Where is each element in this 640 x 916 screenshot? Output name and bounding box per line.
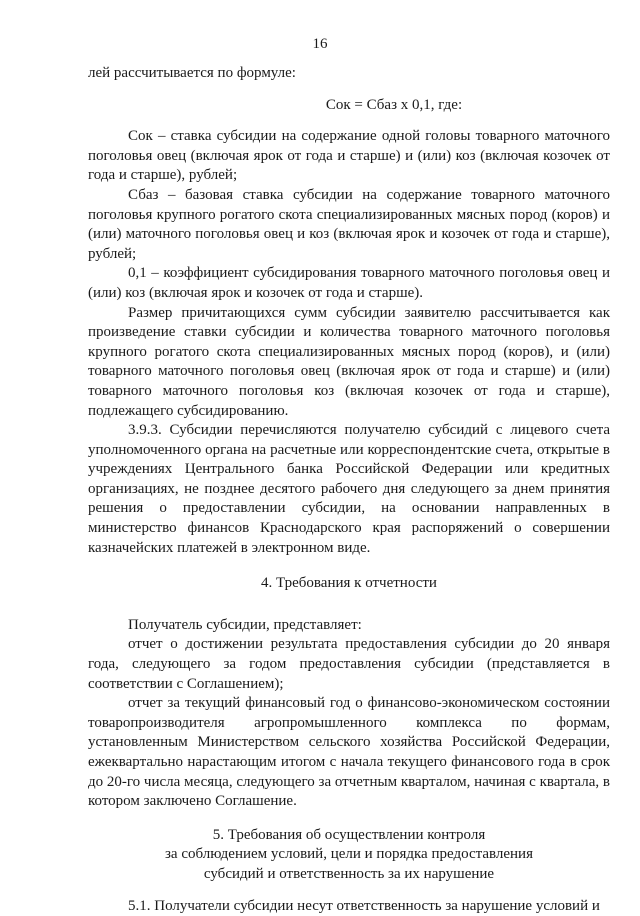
paragraph-recipient-submits: Получатель субсидии, представляет: (128, 616, 362, 633)
document-body (88, 64, 610, 916)
section-heading-4: 4. Требования к отчетности (261, 575, 437, 592)
section-heading-5 (88, 826, 610, 885)
paragraph-subsidy-amount: Размер причитающихся сумм субсидии заявителю рассчитывается как произведение ставки субсидии и количества товарного маточного поголовья крупного рогатого скота специализированных мясных пород (коров), и (или) товарного маточного поголовья овец (включая ярок от года и старше) и (или) товарного маточного поголовья коз (включая козочек от года и старше), подлежащего субсидированию. (88, 304, 610, 419)
paragraph-coefficient-definition: 0,1 – коэффициент субсидирования товарного маточного поголовья овец и (или) коз (включая ярок и козочек от года и старше). (88, 265, 610, 301)
paragraph-financial-report: отчет за текущий финансовый год о финансово-экономическом состоянии товаропроизводителя агропромышленного комплекса по формам, установленным Министерством сельского хозяйства Российской Федерации, ежеквартально нарастающим итогом с начала текущего финансового года в срок до 20-го числа месяца, следующего за отчетным кварталом, начиная с квартала, в котором заключено Соглашение. (88, 695, 610, 810)
paragraph-3-9-3: 3.9.3. Субсидии перечисляются получателю субсидий с лицевого счета уполномоченного органа на расчетные или корреспондентские счета, открытые в учреждениях Центрального банка Российской Федерации или кредитных организациях, не позднее десятого рабочего дня следующего за днем принятия решения о предоставлении субсидии, на основании направленных в министерство финансов Краснодарского края распоряжений о совершении казначейских платежей в электронном виде. (88, 422, 610, 556)
page-number: 16 (312, 36, 328, 52)
paragraph-result-report: отчет о достижении результата предоставления субсидии до 20 января года, следующего за годом предоставления субсидии (представляется в соответствии с Соглашением); (88, 636, 610, 692)
paragraph-continuation: лей рассчитывается по формуле: (88, 65, 296, 81)
paragraph-sok-definition: Сок – ставка субсидии на содержание одной головы товарного маточного поголовья овец (включая ярок от года и старше) и (или) коз (включая козочек от года и старше), рублей; (88, 128, 610, 184)
section-heading-5-line-1: 5. Требования об осуществлении контроля (212, 826, 486, 843)
section-heading-5-line-2: за соблюдением условий, цели и порядка предоставления (165, 846, 533, 863)
paragraph-sbaz-definition: Сбаз – базовая ставка субсидии на содержание товарного маточного поголовья крупного рогатого скота специализированных мясных пород (коров) и (или) маточного поголовья овец и коз (включая ярок и козочек от года и старше), рублей; (88, 186, 610, 262)
paragraph-5-1: 5.1. Получатели субсидии несут ответственность за нарушение условий и (128, 897, 600, 914)
section-heading-5-line-3: субсидий и ответственность за их нарушение (203, 865, 495, 882)
formula: Сок = Сбаз х 0,1, где: (325, 96, 463, 113)
